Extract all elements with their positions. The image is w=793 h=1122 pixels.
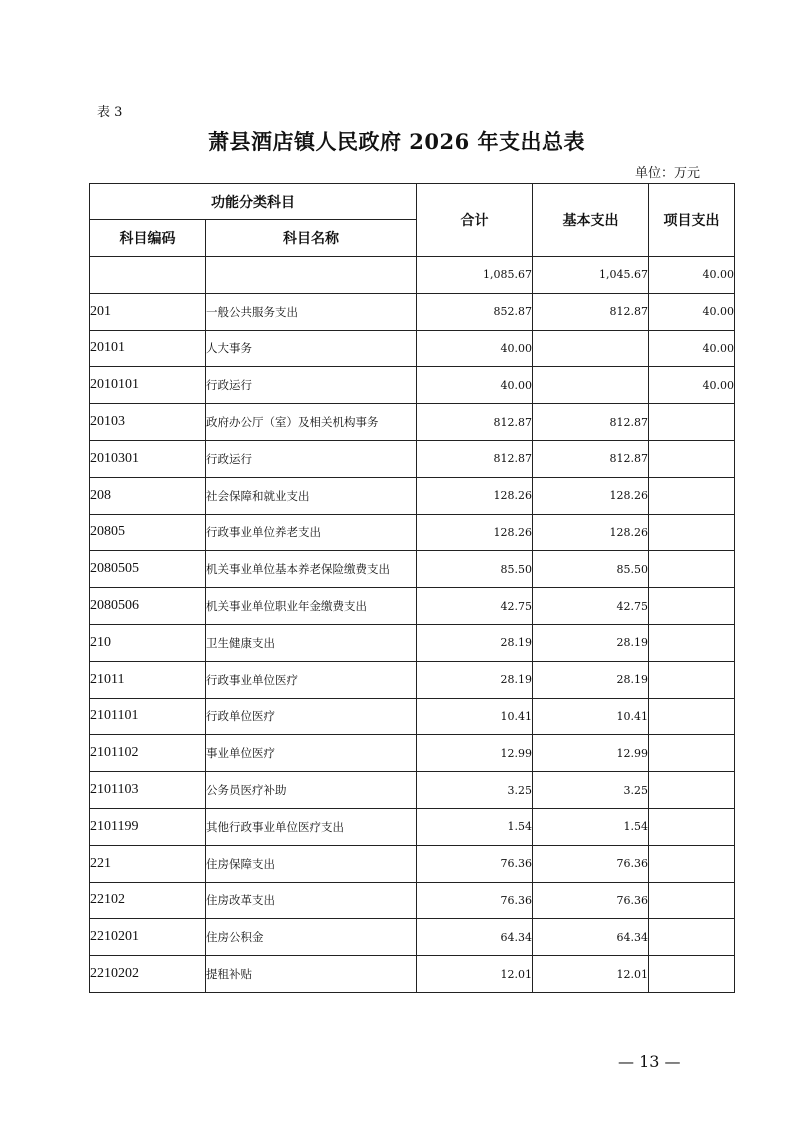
cell-subject-name: 人大事务 [206, 330, 417, 367]
cell-subject-code: 221 [90, 845, 206, 882]
cell-project-expenditure [649, 551, 735, 588]
table-row [90, 404, 735, 441]
cell-project-expenditure [649, 661, 735, 698]
cell-subject-code: 2080506 [90, 588, 206, 625]
cell-basic-expenditure: 64.34 [533, 919, 649, 956]
table-header-row [90, 184, 735, 220]
table-row [90, 330, 735, 367]
cell-total: 28.19 [417, 661, 533, 698]
table-body [90, 257, 735, 993]
cell-total: 85.50 [417, 551, 533, 588]
cell-basic-expenditure: 28.19 [533, 661, 649, 698]
expenditure-table [89, 183, 735, 993]
table-label: 表 3 [97, 105, 123, 120]
cell-project-expenditure [649, 698, 735, 735]
cell-basic-expenditure: 812.87 [533, 440, 649, 477]
cell-project-expenditure [649, 956, 735, 993]
cell-total: 1.54 [417, 808, 533, 845]
cell-subject-code: 2101103 [90, 772, 206, 809]
cell-subject-name [206, 257, 417, 294]
cell-project-expenditure [649, 882, 735, 919]
cell-subject-name: 机关事业单位职业年金缴费支出 [206, 588, 417, 625]
cell-subject-name: 行政运行 [206, 367, 417, 404]
cell-basic-expenditure: 12.99 [533, 735, 649, 772]
cell-project-expenditure [649, 735, 735, 772]
table-row [90, 956, 735, 993]
cell-total: 12.01 [417, 956, 533, 993]
cell-subject-code: 2010301 [90, 440, 206, 477]
cell-total: 812.87 [417, 440, 533, 477]
table-row [90, 882, 735, 919]
page-number: — 13 — [618, 1052, 681, 1071]
cell-project-expenditure [649, 624, 735, 661]
cell-basic-expenditure: 85.50 [533, 551, 649, 588]
cell-total: 3.25 [417, 772, 533, 809]
table-row [90, 514, 735, 551]
cell-basic-expenditure: 128.26 [533, 477, 649, 514]
cell-subject-name: 公务员医疗补助 [206, 772, 417, 809]
cell-total: 40.00 [417, 330, 533, 367]
cell-subject-code: 208 [90, 477, 206, 514]
table-row [90, 367, 735, 404]
cell-project-expenditure: 40.00 [649, 367, 735, 404]
cell-total: 852.87 [417, 293, 533, 330]
table-row [90, 624, 735, 661]
cell-total: 128.26 [417, 477, 533, 514]
cell-basic-expenditure: 76.36 [533, 882, 649, 919]
cell-project-expenditure: 40.00 [649, 257, 735, 294]
cell-subject-code: 201 [90, 293, 206, 330]
header-subject-code: 科目编码 [90, 220, 206, 257]
cell-project-expenditure: 40.00 [649, 330, 735, 367]
cell-subject-name: 行政事业单位养老支出 [206, 514, 417, 551]
cell-subject-code: 2101102 [90, 735, 206, 772]
cell-subject-name: 一般公共服务支出 [206, 293, 417, 330]
cell-project-expenditure: 40.00 [649, 293, 735, 330]
header-subject-name: 科目名称 [206, 220, 417, 257]
cell-total: 76.36 [417, 845, 533, 882]
cell-subject-code: 21011 [90, 661, 206, 698]
cell-subject-code: 22102 [90, 882, 206, 919]
cell-total: 76.36 [417, 882, 533, 919]
cell-basic-expenditure: 12.01 [533, 956, 649, 993]
cell-basic-expenditure: 812.87 [533, 404, 649, 441]
cell-project-expenditure [649, 404, 735, 441]
cell-project-expenditure [649, 919, 735, 956]
header-project-expenditure: 项目支出 [649, 184, 735, 257]
table-row [90, 845, 735, 882]
header-total: 合计 [417, 184, 533, 257]
cell-subject-name: 政府办公厅（室）及相关机构事务 [206, 404, 417, 441]
cell-project-expenditure [649, 588, 735, 625]
cell-total: 10.41 [417, 698, 533, 735]
cell-subject-code: 2101199 [90, 808, 206, 845]
cell-total: 42.75 [417, 588, 533, 625]
table-row [90, 257, 735, 294]
cell-subject-name: 行政单位医疗 [206, 698, 417, 735]
table-row [90, 293, 735, 330]
table-row [90, 588, 735, 625]
cell-subject-name: 行政事业单位医疗 [206, 661, 417, 698]
cell-total: 40.00 [417, 367, 533, 404]
page-title: 萧县酒店镇人民政府 2026 年支出总表 [207, 129, 586, 154]
cell-basic-expenditure: 3.25 [533, 772, 649, 809]
cell-basic-expenditure: 128.26 [533, 514, 649, 551]
table-row [90, 808, 735, 845]
cell-basic-expenditure: 812.87 [533, 293, 649, 330]
cell-total: 64.34 [417, 919, 533, 956]
table-row [90, 477, 735, 514]
cell-basic-expenditure [533, 367, 649, 404]
cell-basic-expenditure: 1.54 [533, 808, 649, 845]
cell-subject-code: 2080505 [90, 551, 206, 588]
cell-subject-code: 20103 [90, 404, 206, 441]
table-row [90, 735, 735, 772]
cell-subject-name: 住房公积金 [206, 919, 417, 956]
table-row [90, 661, 735, 698]
cell-subject-name: 机关事业单位基本养老保险缴费支出 [206, 551, 417, 588]
table-row [90, 772, 735, 809]
cell-subject-name: 事业单位医疗 [206, 735, 417, 772]
cell-project-expenditure [649, 514, 735, 551]
cell-subject-code: 20101 [90, 330, 206, 367]
cell-basic-expenditure [533, 330, 649, 367]
table-row [90, 698, 735, 735]
cell-project-expenditure [649, 477, 735, 514]
cell-total: 12.99 [417, 735, 533, 772]
cell-total: 128.26 [417, 514, 533, 551]
cell-subject-code: 2210202 [90, 956, 206, 993]
table-row [90, 551, 735, 588]
cell-subject-code [90, 257, 206, 294]
table-row [90, 440, 735, 477]
cell-project-expenditure [649, 440, 735, 477]
cell-basic-expenditure: 42.75 [533, 588, 649, 625]
cell-project-expenditure [649, 845, 735, 882]
cell-project-expenditure [649, 808, 735, 845]
cell-total: 1,085.67 [417, 257, 533, 294]
cell-subject-code: 2010101 [90, 367, 206, 404]
unit-label: 单位：万元 [634, 166, 700, 181]
cell-project-expenditure [649, 772, 735, 809]
cell-subject-name: 住房保障支出 [206, 845, 417, 882]
cell-subject-code: 2210201 [90, 919, 206, 956]
header-basic-expenditure: 基本支出 [533, 184, 649, 257]
cell-subject-name: 提租补贴 [206, 956, 417, 993]
cell-subject-name: 行政运行 [206, 440, 417, 477]
cell-total: 812.87 [417, 404, 533, 441]
cell-basic-expenditure: 10.41 [533, 698, 649, 735]
table-row [90, 919, 735, 956]
cell-basic-expenditure: 76.36 [533, 845, 649, 882]
cell-subject-name: 卫生健康支出 [206, 624, 417, 661]
cell-subject-name: 住房改革支出 [206, 882, 417, 919]
header-function-category: 功能分类科目 [90, 184, 417, 220]
cell-basic-expenditure: 28.19 [533, 624, 649, 661]
cell-subject-code: 2101101 [90, 698, 206, 735]
cell-total: 28.19 [417, 624, 533, 661]
cell-subject-name: 其他行政事业单位医疗支出 [206, 808, 417, 845]
cell-subject-code: 20805 [90, 514, 206, 551]
cell-subject-code: 210 [90, 624, 206, 661]
cell-basic-expenditure: 1,045.67 [533, 257, 649, 294]
cell-subject-name: 社会保障和就业支出 [206, 477, 417, 514]
